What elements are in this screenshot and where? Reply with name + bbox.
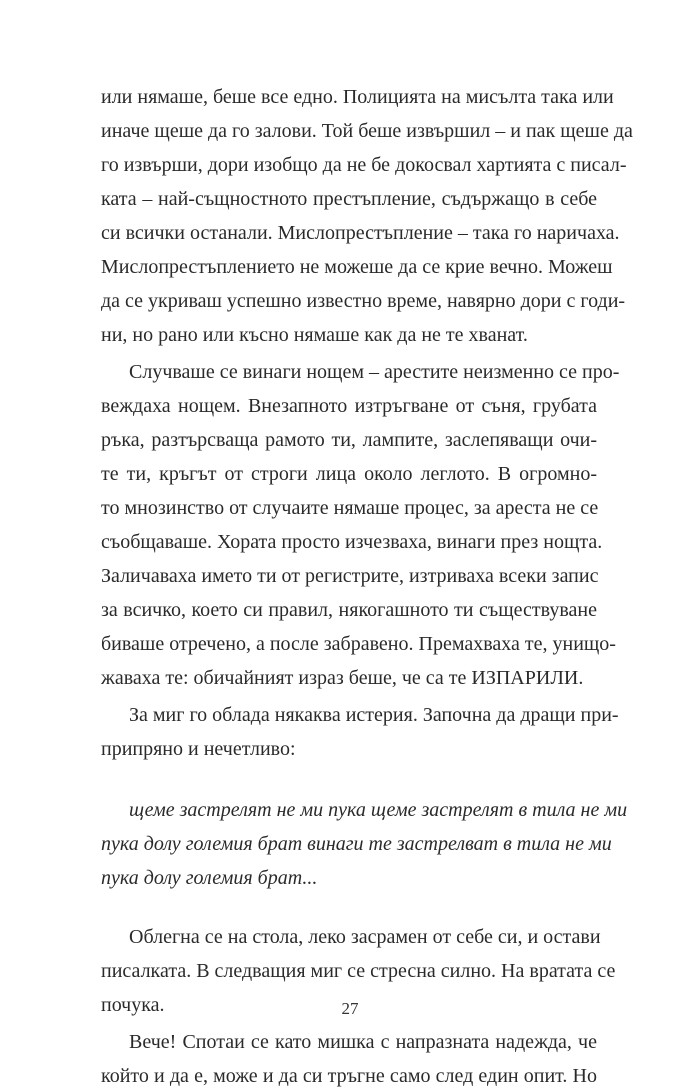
text-line-14: съобщаваше. Хората просто изчезваха, винаги през нощта. [101, 531, 603, 553]
italic-line-1: щеме застрелят не ми пука щеме застрелят в тила не ми [129, 799, 628, 821]
text-line-18: жаваха те: обичайният израз беше, че са те ИЗПАРИЛИ. [101, 667, 584, 689]
text-line-2: иначе щеше да го залови. Той беше извършил – и пак щеше да [101, 120, 633, 142]
text-line-6: Мислопрестъплението не можеше да се крие вечно. Можеш [101, 256, 613, 278]
text-line-5: си всички останали. Мислопрестъпление – така го наричаха. [101, 222, 620, 244]
text-line-11: ръка, разтърсваща рамото ти, лампите, заслепяващи очи- [101, 429, 597, 451]
text-line-3: го извърши, дори изобщо да не бе докосвал хартията с писал- [101, 154, 627, 176]
text-line-8: ни, но рано или късно нямаше как да не те хванат. [101, 324, 528, 346]
text-line-10: веждаха нощем. Внезапното изтръгване от съня, грубата [101, 395, 597, 417]
text-line-7: да се укриваш успешно известно време, навярно дори с годи- [101, 290, 626, 312]
text-line-4: ката – най-същностното престъпление, съдържащо в себе [101, 188, 597, 210]
text-line-16: за всичко, което си правил, някогашното ти съществуване [101, 599, 597, 621]
text-line-9: Случваше се винаги нощем – арестите неизменно се про- [129, 361, 620, 383]
text-line-17: биваше отречено, а после забравено. Премахваха те, унищо- [101, 633, 616, 655]
text-line-22: писалката. В следващия миг се стресна силно. На вратата се [101, 960, 616, 982]
text-line-25: който и да е, може и да си тръгне само след един опит. Но [101, 1065, 597, 1087]
text-line-21: Облегна се на стола, леко засрамен от себе си, и остави [129, 926, 601, 948]
text-line-13: то мнозинство от случаите нямаше процес, за ареста не се [101, 497, 599, 519]
text-line-19: За миг го облада някаква истерия. Започна да дращи при- [129, 704, 619, 726]
italic-line-3: пука долу големия брат... [101, 867, 318, 889]
text-line-15: Заличаваха името ти от регистрите, изтриваха всеки запис [101, 565, 599, 587]
text-line-1: или нямаше, беше все едно. Полицията на мисълта така или [101, 86, 614, 108]
text-line-24: Вече! Спотаи се като мишка с напразната надежда, че [129, 1031, 597, 1053]
italic-line-2: пука долу големия брат винаги те застрелват в тила не ми [101, 833, 612, 855]
text-line-12: те ти, кръгът от строги лица около леглото. В огромно- [101, 463, 597, 485]
text-line-20: припряно и нечетливо: [101, 738, 296, 760]
text-line-23: почука. [101, 994, 165, 1016]
page-number: 27 [341, 999, 359, 1018]
